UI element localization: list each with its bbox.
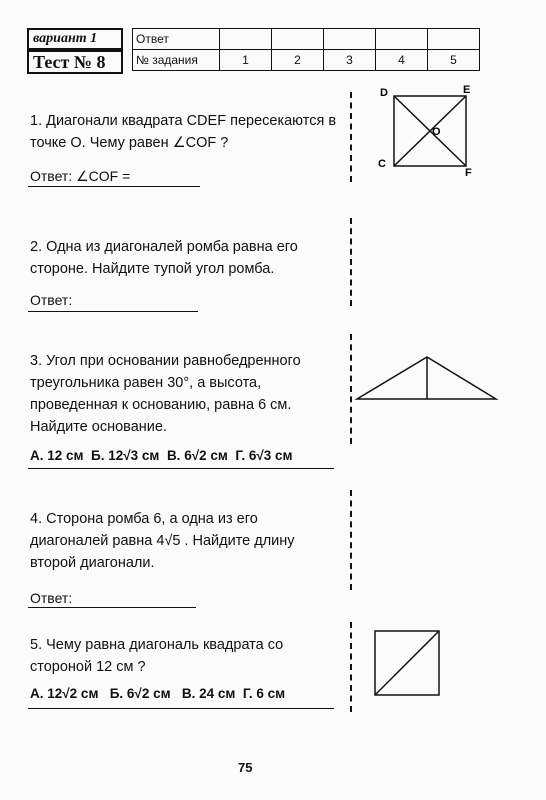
separator-dashed xyxy=(350,622,352,712)
answer-line xyxy=(28,311,198,312)
task-number-5: 5 xyxy=(428,50,480,71)
separator-dashed xyxy=(350,490,352,590)
options-underline xyxy=(28,468,334,469)
option-c[interactable]: В. 24 см xyxy=(181,686,236,701)
label-o: O xyxy=(432,126,441,138)
question-3-options xyxy=(30,448,293,463)
isosceles-triangle-diagram xyxy=(352,352,502,404)
page-number: 75 xyxy=(238,760,253,775)
answer-row xyxy=(133,29,480,50)
question-1-answer-label: Ответ: ∠COF = xyxy=(30,168,131,184)
question-2-answer-label: Ответ: xyxy=(30,292,73,308)
task-number-2: 2 xyxy=(272,50,324,71)
answer-cell-2[interactable] xyxy=(272,29,324,50)
question-4-answer-label: Ответ: xyxy=(30,590,73,606)
option-d[interactable]: Г. 6√3 см xyxy=(235,448,293,463)
option-c[interactable]: В. 6√2 см xyxy=(166,448,228,463)
answer-line xyxy=(28,607,196,608)
variant-label: вариант 1 xyxy=(27,28,123,50)
separator-dashed xyxy=(350,92,352,182)
answer-table xyxy=(132,28,480,71)
option-a[interactable]: А. 12√2 см xyxy=(30,686,99,701)
answer-cell-5[interactable] xyxy=(428,29,480,50)
options-underline xyxy=(28,708,334,709)
answer-cell-1[interactable] xyxy=(220,29,272,50)
task-number-1: 1 xyxy=(220,50,272,71)
label-e: E xyxy=(463,84,471,96)
task-row-label: № задания xyxy=(133,50,220,71)
question-2-text: 2. Одна из диагоналей ромба равна его стороне. Найдите тупой угол ромба. xyxy=(30,239,298,277)
option-b[interactable]: Б. 6√2 см xyxy=(109,686,171,701)
square-with-diagonal-diagram xyxy=(372,628,444,700)
question-1-text: 1. Диагонали квадрата CDEF пересекаются в точке O. Чему равен ∠COF ? xyxy=(30,113,337,151)
answer-cell-3[interactable] xyxy=(324,29,376,50)
answer-row-label: Ответ xyxy=(133,29,220,50)
option-a[interactable]: А. 12 см xyxy=(30,448,84,463)
question-5-options xyxy=(30,686,285,701)
question-5-text: 5. Чему равна диагональ квадрата со стороной 12 см ? xyxy=(30,637,284,675)
task-row xyxy=(133,50,480,71)
task-number-4: 4 xyxy=(376,50,428,71)
square-diagram xyxy=(372,80,492,180)
label-c: C xyxy=(378,158,386,170)
task-number-3: 3 xyxy=(324,50,376,71)
label-f: F xyxy=(465,167,472,179)
question-3-text: 3. Угол при основании равнобедренного треугольника равен 30°, а высота, проведенная к основанию, равна 6 см. Найдите основание. xyxy=(30,353,301,435)
separator-dashed xyxy=(350,218,352,306)
option-b[interactable]: Б. 12√3 см xyxy=(91,448,160,463)
answer-line xyxy=(28,186,200,187)
question-4-text: 4. Сторона ромба 6, а одна из его диагоналей равна 4√5 . Найдите длину второй диагонали. xyxy=(30,511,295,571)
answer-cell-4[interactable] xyxy=(376,29,428,50)
test-number: Тест № 8 xyxy=(27,50,123,74)
label-d: D xyxy=(380,87,388,99)
option-d[interactable]: Г. 6 см xyxy=(242,686,286,701)
